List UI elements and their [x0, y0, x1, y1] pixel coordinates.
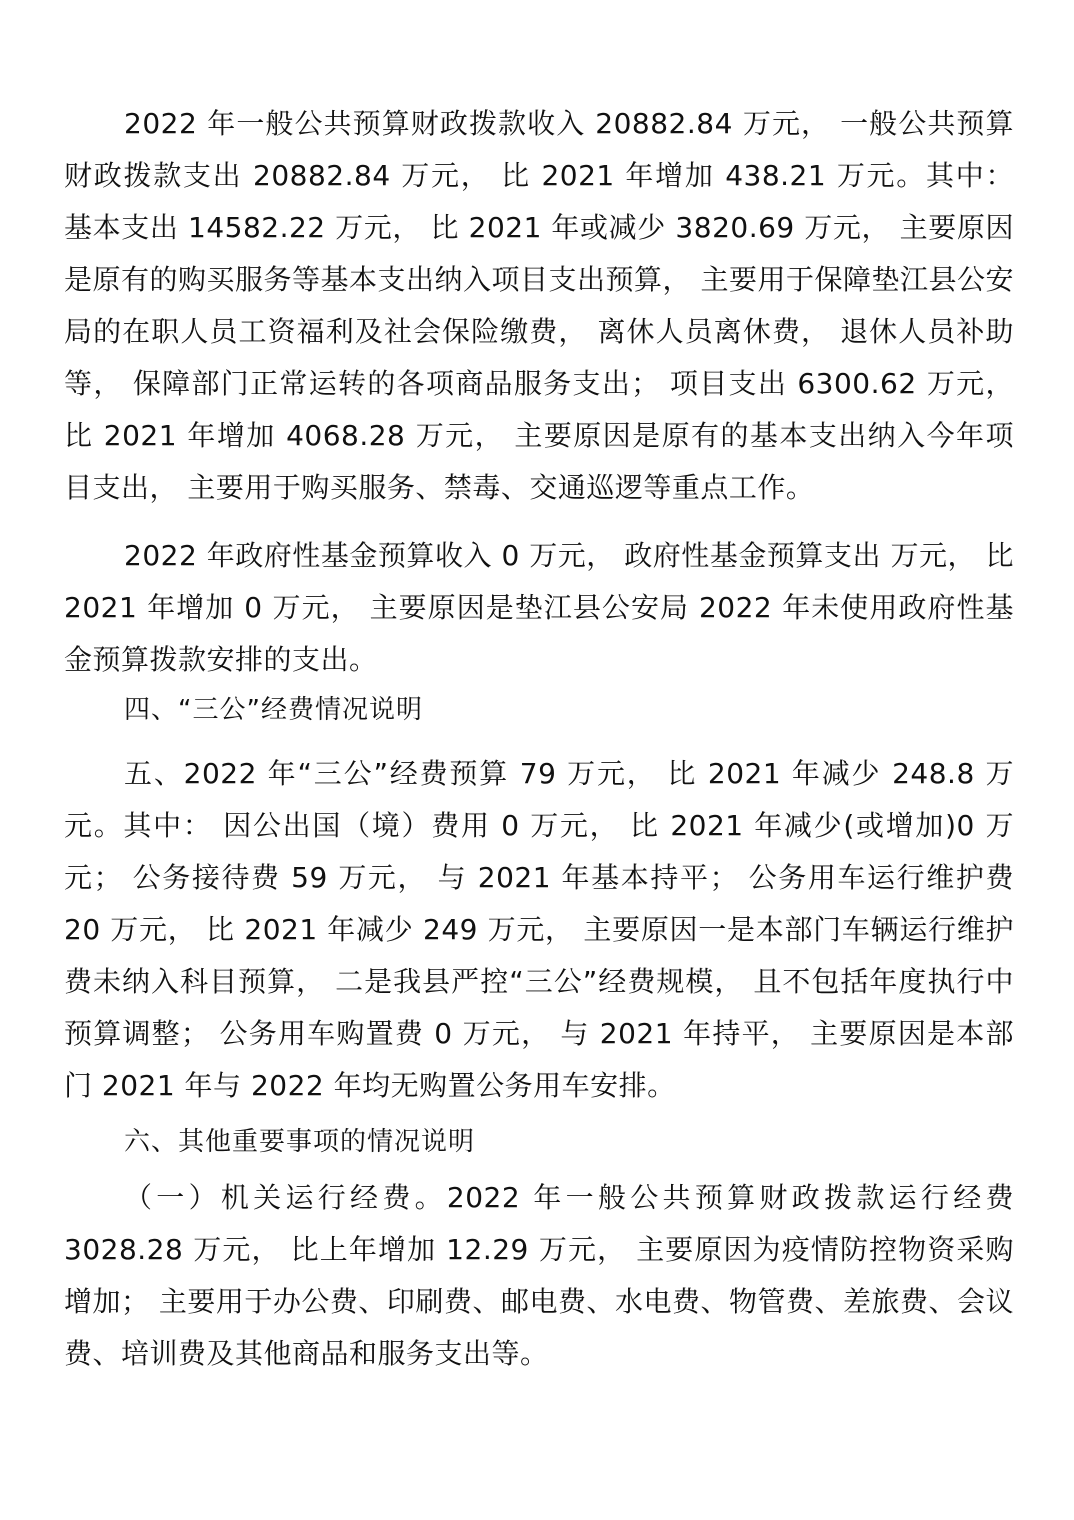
section-heading-6: 六、其他重要事项的情况说明	[124, 1127, 476, 1157]
paragraph-government-fund: 2022 年政府性基金预算收入 0 万元， 政府性基金预算支出 万元， 比 2021 年增加 0 万元， 主要原因是垫江县公安局 2022 年未使用政府性基金预算拨款安排的支出。	[64, 539, 1014, 676]
section-heading-4: 四、“三公”经费情况说明	[124, 695, 423, 725]
paragraph-operating-expenses: （一）机关运行经费。2022 年一般公共预算财政拨款运行经费 3028.28 万元， 比上年增加 12.29 万元， 主要原因为疫情防控物资采购增加； 主要用于办公费、印刷费、邮电费、水电费、物管费、差旅费、会议费、培训费及其他商品和服务支出等。	[64, 1181, 1014, 1370]
paragraph-general-budget: 2022 年一般公共预算财政拨款收入 20882.84 万元， 一般公共预算财政拨款支出 20882.84 万元， 比 2021 年增加 438.21 万元。其中： 基本支出 14582.22 万元， 比 2021 年或减少 3820.69 万元， 主要原因是原有的购买服务等基本支出纳入项目支出预算， 主要用于保障垫江县公安局的在职人员工资福利及社会保险缴费， 离休人员离休费， 退休人员补助等， 保障部门正常运转的各项商品服务支出； 项目支出 6300.62 万元， 比 2021 年增加 4068.28 万元， 主要原因是原有的基本支出纳入今年项目支出， 主要用于购买服务、禁毒、交通巡逻等重点工作。	[64, 107, 1014, 504]
paragraph-three-public-expenses: 五、2022 年“三公”经费预算 79 万元， 比 2021 年减少 248.8 万元。其中： 因公出国（境）费用 0 万元， 比 2021 年减少(或增加)0 万元； 公务接待费 59 万元， 与 2021 年基本持平； 公务用车运行维护费 20 万元， 比 2021 年减少 249 万元， 主要原因一是本部门车辆运行维护费未纳入科目预算， 二是我县严控“三公”经费规模， 且不包括年度执行中预算调整； 公务用车购置费 0 万元， 与 2021 年持平， 主要原因是本部门 2021 年与 2022 年均无购置公务用车安排。	[64, 757, 1014, 1102]
